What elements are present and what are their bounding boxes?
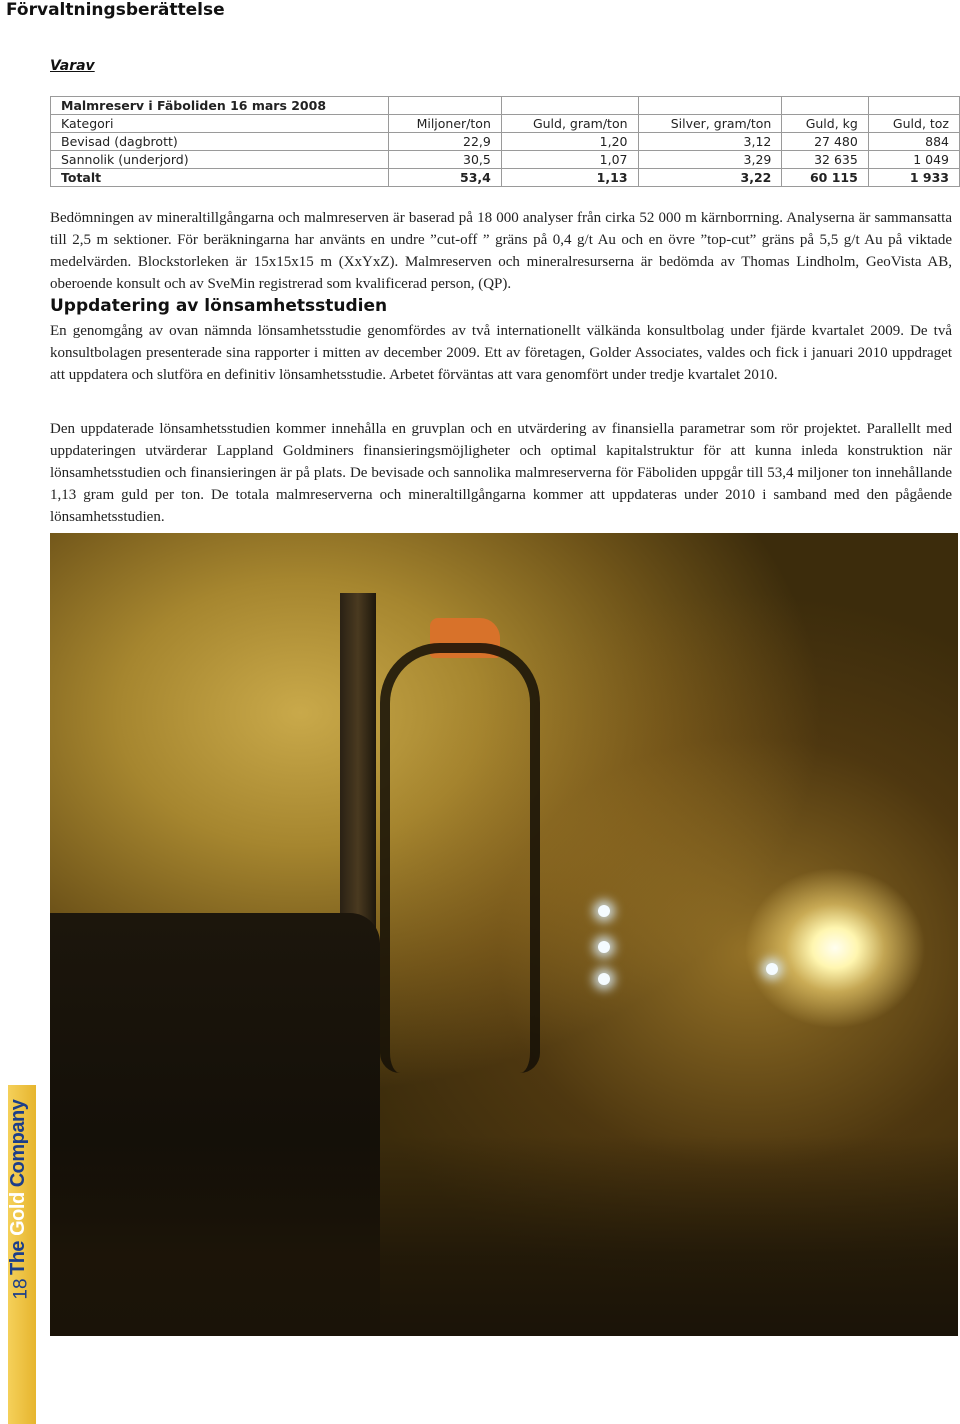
table-cell: 22,9: [389, 133, 502, 151]
table-cell: 1 049: [868, 151, 959, 169]
table-cell: Totalt: [51, 169, 389, 187]
tunnel-floor: [50, 1136, 958, 1336]
table-cell: 3,29: [638, 151, 782, 169]
table-cell: 1,20: [501, 133, 638, 151]
table-cell: Bevisad (dagbrott): [51, 133, 389, 151]
paragraph-update: Den uppdaterade lönsamhetsstudien kommer innehålla en gruvplan och en utvärdering av finansiella parametrar som rör projektet. Parallellt med uppdateringen utvärderar Lappland Goldminers finansieringsmöjligheter och optimal kapitalstruktur för att kunna inleda konstruktion när lönsamhetsstudien och finansieringen är på plats. De bevisade och sannolika malmreserverna för Fäboliden uppgår till 53,4 miljoner ton innehållande 1,13 gram guld per ton. De totala malmreserverna och mineraltillgångarna kommer att uppdateras under 2010 i samband med den pågående lönsamhetsstudien.: [50, 421, 952, 525]
lamp-icon: [598, 905, 610, 917]
table-cell: 27 480: [782, 133, 868, 151]
column-header: Kategori: [51, 115, 389, 133]
paragraph-assessment: Bedömningen av mineraltillgångarna och malmreserven är baserad på 18 000 analyser från cirka 52 000 m kärnborrning. Analyserna är sammansatta till 2,5 m sektioner. För beräkningarna har använts en undre ”cut-off ” gräns på 0,4 g/t Au och en övre ”top-cut” gräns på 5,5 g/t Au på viktade medelvärden. Blockstorleken är 15x15x15 m (XxYxZ). Malmreserven och mineralresurserna är bedömda av Thomas Lindholm, GeoVista AB, oberoende konsult och av SveMin registrerad som kvalificerad person, (QP).: [50, 210, 952, 292]
table-cell: 1,07: [501, 151, 638, 169]
table-caption-row: [51, 97, 960, 115]
page-number: 18: [10, 1278, 32, 1300]
table-cell: 1,13: [501, 169, 638, 187]
table-cell: 1 933: [868, 169, 959, 187]
column-header: Miljoner/ton: [389, 115, 502, 133]
lamp-icon: [598, 973, 610, 985]
column-header: Guld, toz: [868, 115, 959, 133]
table-cell: 30,5: [389, 151, 502, 169]
hydraulic-hoses: [380, 643, 540, 1073]
section-subheading: Varav: [50, 58, 95, 74]
paragraph-review: En genomgång av ovan nämnda lönsamhetsstudie genomfördes av två internationellt välkända konsultbolag under fjärde kvartalet 2009. De två konsultbolagen presenterade sina rapporter i mitten av december 2009. Ett av företagen, Golder Associates, valdes och fick i januari 2010 uppdraget att uppdatera och slutföra en definitiv lönsamhetsstudie. Arbetet förväntas att vara genomfört under tredje kvartalet 2010.: [50, 323, 952, 383]
column-header: Guld, gram/ton: [501, 115, 638, 133]
table-cell: Sannolik (underjord): [51, 151, 389, 169]
table-cell: 884: [868, 133, 959, 151]
ore-reserve-table: [50, 96, 960, 187]
table-cell: 32 635: [782, 151, 868, 169]
brand-spine: The Gold Company 18: [0, 1085, 42, 1424]
table-total-row: [51, 169, 960, 187]
lamp-icon: [766, 963, 778, 975]
table-header-row: [51, 115, 960, 133]
table-cell: 60 115: [782, 169, 868, 187]
column-header: Silver, gram/ton: [638, 115, 782, 133]
page-title: Förvaltningsberättelse: [6, 0, 225, 20]
column-header: Guld, kg: [782, 115, 868, 133]
section-heading: Uppdatering av lönsamhetsstudien: [50, 296, 388, 316]
table-cell: 3,12: [638, 133, 782, 151]
table-caption: Malmreserv i Fäboliden 16 mars 2008: [51, 97, 389, 115]
table-cell: 53,4: [389, 169, 502, 187]
table-cell: 3,22: [638, 169, 782, 187]
table-row: [51, 133, 960, 151]
lamp-icon: [598, 941, 610, 953]
mine-tunnel-photo: [50, 533, 958, 1336]
table-row: [51, 151, 960, 169]
